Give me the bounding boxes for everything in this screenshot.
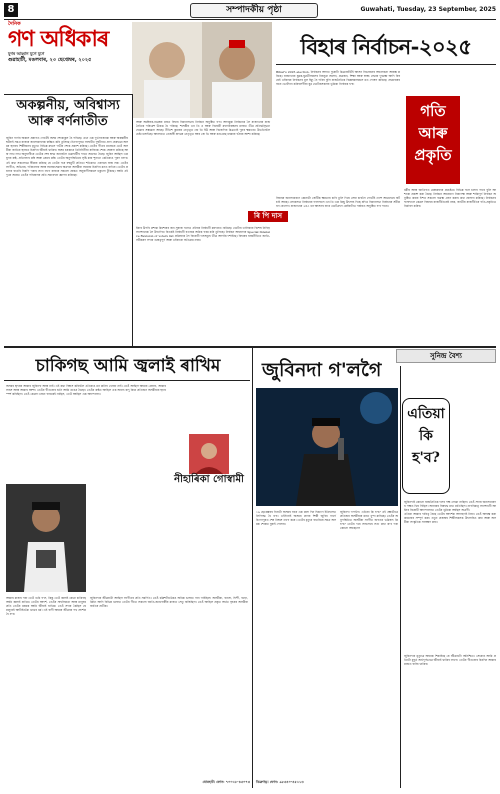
article2-author-block [172,434,246,492]
editorial-headline-line2: আৰু বৰ্ণনাতীত [28,114,108,129]
article3-footer: ডিব্ৰুগড়। ফোন: ৯৮৫৪০-৪৫২১৩ [256,780,304,784]
lead-tag-line1: গতি [420,102,446,120]
article3-body-col3: জুবিনদাই কোনো ৰাজনৈতিক দলৰ পক্ষ লোৱা নাছিল। তেওঁ সদায় জনসাধাৰণৰ পক্ষত থিয় দিছিল। অন্যায়ৰ বিৰুদ্ধে মাত মাতিছিল। নাগৰিকত্ব সংশোধনী আইনৰ বিৰোধী আন্দোলনত তেওঁৰ ভূমিকা আছিল অগ্ৰণী। [404,500,496,513]
logo-tag: দৈনিক [8,21,21,27]
lead-body-col1: আৰু অক্টোবৰ-নৱেম্বৰ মাহত বিহাৰ বিধানসভাৰ নিৰ্বাচন অনুষ্ঠিত হ'ব। আগন্তুক নিৰ্বাচনক লৈ ৰাজ্যখনৰ ৰাজনৈতিক পৰিৱেশ উত্তপ্ত হৈ পৰিছে। শাসকীয় এন ডি এ আৰু বিৰোধী মহাগঠবন্ধনৰ মাজত তীব্ৰ প্ৰতিদ্বন্দ্বিতা হোৱাৰ সম্ভাৱনা আছে। নীতিশ কুমাৰৰ নেতৃত্বত জে ডি ইউ আৰু বিজেপিৰ মিত্ৰতাই পুনৰ ক্ষমতাত উভতিবলৈ চেষ্টা চলাইছে। আনহাতে তেজস্বী যাদৱৰ নেতৃত্বত আৰ জে ডি আৰু কংগ্ৰেছে চৰকাৰ গঠনৰ আশা কৰিছে। [136,120,270,137]
dateline: Guwahati, Tuesday, 23 September, 2025 [360,6,496,13]
article3-q-word3: হ'ব? [412,450,440,466]
singer-photo [6,484,86,592]
article2-body-col2: জুবিনদাৰ জীৱনটো আছিল সংগীতৰ প্ৰতি সমৰ্পিত। তেওঁ চল্লিশটাতকৈও অধিক ভাষাত গান গাইছিল। অসমীয়া, বাংলা, হিন্দী, বড়ো, মিচিং আদি বিভিন্ন ভাষাত তেওঁৰ গীতে সকলো জাতি-জনগোষ্ঠীৰ মাজত সেতু বান্ধিছিল। তেওঁ আছিল প্ৰকৃত অৰ্থত বৃহত্তৰ অসমীয়া জাতিৰ প্ৰতীক। [90,596,248,609]
article2-headline: চাকিগছ আমি জ্বলাই ৰাখিম [35,356,221,376]
article3-q-word1: এতিয়া [407,406,445,422]
lead-body-col5: ধৰ্মীয় আৰু জাতিগত মেৰুকৰণৰ প্ৰচেষ্টাও বিভিন্ন দলে চলাব পাৰে বুলি আশংকা প্ৰকাশ কৰা হৈছে। নিৰ্বাচন আয়োগে নিৰপেক্ষ আৰু শান্তিপূৰ্ণ নিৰ্বাচন অনুষ্ঠিত কৰাৰ দিশত সকলো ব্যৱস্থা গ্ৰহণ কৰাৰ কথা ঘোষণা কৰিছে। নিৰ্বাচনৰ ফলাফলে কেৱল বিহাৰৰ ৰাজনীতিয়েই নহয়, জাতীয় ৰাজনীতিৰ গতি-প্ৰকৃতিও নিৰ্ধাৰণ কৰিব। [404,188,496,209]
concert-photo [256,388,398,506]
lead-byline: ৰি পি দাস [248,211,288,222]
article3-q-word2: কি [419,428,433,444]
article3-body-col4: এতিয়া আমাৰ দায়িত্ব হৈছে তেওঁৰ আদৰ্শক আগবঢ়াই নিয়া। তেওঁ আৰম্ভ কৰা কামবোৰ সম্পূৰ্ণ কৰা। নতুন প্ৰজন্মৰ শিল্পীসকলক উৎসাহিত কৰা আৰু অসমীয়া সংস্কৃতিক সংৰক্ষণ কৰা। [404,512,496,525]
logo-name: গণ অধিকাৰ [8,26,109,52]
lead-tag-line3: প্ৰকৃতি [414,146,452,164]
lead-headline: বিহাৰ নিৰ্বাচন-২০২৫ [300,34,472,59]
page-number: 8 [4,3,18,17]
article2-footer: যোৰহাট। ফোন: ৭০০২৮-৪৫০৭৩ [202,780,250,784]
article2-author-name: নীহাৰিকা গোস্বামী [174,474,244,485]
lead-body-col2: ইয়াৰ উপৰি প্ৰশান্ত কিশোৰৰ জন সুৰাজ দলেও এইবাৰ নিৰ্বাচনী ময়দানত নামিছে। ভোটাৰ তালিকাৰ বিশেষ নিবিড় সংশোধনক লৈ উত্থাপিত বিতৰ্কই নিৰ্বাচনী বতাহক অধিক গৰম কৰি তুলিছে। নিৰ্বাচন আয়োগৰ Special Intensive Revision of voters list প্ৰক্ৰিয়াক লৈ বিৰোধী দলসমূহে তীব্ৰ আপত্তি দৰ্শাইছে। বিহাৰৰ ৰাজনীতিত জাতি-সমীকৰণ সদায় গুৰুত্বপূৰ্ণ আৰু এইবাৰো ব্যতিক্ৰম নহয়। [136,226,270,243]
article3-body-col1: ১৯ ছেপ্তেম্বৰৰ দিনটো অসমৰ বাবে এক কলা দিন হিচাপে ইতিহাসত লিপিবদ্ধ হৈ ৰ'ব। এইদিনাই অসমৰ প্ৰাণৰ শিল্পী জুবিন গাৰ্গে চিংগাপুৰত শেষ নিশ্বাস ত্যাগ কৰে। তেওঁৰ মৃত্যুৰ বাতৰিয়ে সমগ্ৰ অসমক শোকত বুৰাই পেলায়। [256,510,336,527]
article3-body-col5: জুবিনদাৰ মৃত্যুৱে আমাক শিকাইছে যে জীৱনটো অনিশ্চিত। সেয়েহে আমি প্ৰতিটো মুহূৰ্ত অৰ্থপূৰ্ণভাৱে জীয়াই থাকিব লাগে। তেওঁৰ গীতবোৰ চিৰদিন আমাৰ মাজত বাজি থাকিব। [404,654,496,667]
article3-author: সুনিন্দ্ৰ বৈশ্য [396,349,496,363]
article3-headline: জুবিনদা গ'লগৈ [262,359,382,381]
editorial-body: জুবিন গাৰ্গৰ অকাল প্ৰয়াণত গোটেই অসম শোকাকুল হৈ পৰিছে। এনে এক দুৰ্ভাগ্যজনক আৰু অকল্পনীয় ঘটনাই সমগ্ৰ ৰাজ্যৰ জনসাধাৰণক স্তম্ভিত কৰি তুলিছে। চিংগাপুৰত সংঘটিত দুৰ্ঘটনাত প্ৰাণ হেৰুওৱা অসমৰ হৃদয়ৰ শিল্পীজনৰ মৃত্যুত বিভিন্ন মহলে গভীৰ শোক প্ৰকাশ কৰিছে। তেওঁৰ গীতৰ মাজেৰে তেওঁ অসমীয়া জাতিৰ হৃদয়ত চিৰদিন জীয়াই থাকিব। অসম চৰকাৰে তিনিদিনীয়া ৰাজ্যিক শোক ঘোষণা কৰিছে আৰু লাখ লাখ অনুৰাগীয়ে তেওঁক শেষ শ্ৰদ্ধা জনাবলৈ গুৱাহাটীৰ পথত সমবেত হৈছে। জুবিন আছিল এক যুগৰ কণ্ঠ, প্ৰতিবাদৰ কণ্ঠ আৰু প্ৰেমৰ কণ্ঠ। তেওঁৰ অনুপস্থিতিয়ে সৃষ্টি কৰা শূন্যতা কেতিয়াও পূৰণ নহ'ব। এই কথা সকলোৱে স্বীকাৰ কৰিছে যে তেওঁৰ দৰে বহুমুখী প্ৰতিভা শতিকাত এবাৰহে জন্ম লয়। তেওঁৰ সংগীত, অভিনয়, পৰিচালনা আৰু সমাজসেৱাৰ অৱদান অসমীয়া সমাজে চিৰদিন মনত ৰাখিব। তেওঁৰ প্ৰয়াণৰ বাতৰি বিয়পি পৰাৰ লগে লগে ৰাজ্যৰ সকলো প্ৰান্তত অনুৰাগীসকলে চকুলো টুকিছে। আমি এই দুখৰ সময়ত তেওঁৰ পৰিয়ালৰ প্ৰতি সমবেদনা জ্ঞাপন কৰিছো। [6,136,128,177]
lead-tag-line2: আৰু [418,124,448,142]
lead-body-col3: Bihar's 2025 election. নিৰ্বাচনৰ আগত দুয়োটা মিত্ৰজোঁটেই আসন বিভাজনৰ আলোচনা আৰম্ভ কৰিছে। ৰাজ্যখনৰ যুৱক-যুৱতীসকলৰ নিবনুৱা সমস্যা, প্ৰব্ৰজন, শিক্ষা আৰু স্বাস্থ্য সেৱাৰ দুৰৱস্থা আদি বিষয়েই এইবাৰৰ নিৰ্বাচনৰ মূল ইছ্যু হৈ পৰিব বুলি ৰাজনৈতিক বিশ্লেষকসকলে মত পোষণ কৰিছে। প্ৰথমবাৰৰ বাবে ভোটদান কৰিবলগীয়া যুৱ ভোটাৰসকলৰ ভূমিকা নিৰ্ণায়ক হ'ব। [276,70,400,87]
politicians-photo [132,22,272,118]
article3-body-col2: জুবিনদা গ'লগৈ। এতিয়া কি হ'ব? এই প্ৰশ্নটোৱে প্ৰতিজন অসমীয়াৰ মনত খুন্দা মাৰিছে। তেওঁৰ অনুপস্থিতিত অসমীয়া সংগীত জগতৰ ভৱিষ্যৎ কি হ'ব? তেওঁৰ দৰে সাহসেৰে সত্য কথা ক'ব পৰা কোনো আছেনে? [340,510,398,531]
logo-slogan: যুগৰ আহ্বান যুগে যুগে [8,51,45,56]
editorial-headline-line1: অকল্পনীয়, অবিশ্বাস্য [16,98,120,113]
masthead-logo [8,21,128,67]
article2-author-photo [189,434,229,474]
article2-body-col1: অসমৰ হৃদয়ৰ আমাৰ জুবিনদা আৰু নাই। এই কথা বিশ্বাস কৰিবলৈ এতিয়াও মন মানিব খোজা নাই। তেওঁ আছিল আমাৰ প্ৰেৰণা, আমাৰ সাহস আৰু আমাৰ আশা। তেওঁৰ গীতবোৰ শুনি আমি ডাঙৰ হৈছো। তেওঁৰ কণ্ঠত আছিল এক অনন্য যাদু যিয়ে প্ৰতিজন অসমীয়াৰ হৃদয় স্পৰ্শ কৰিছিল। তেওঁ কেৱল এজন গায়কেই নাছিল, তেওঁ আছিল এক আন্দোলন। [6,384,166,397]
section-title: সম্পাদকীয় পৃষ্ঠা [190,3,318,18]
editorial-headline [4,98,132,130]
article2-body-col3: আমাৰ মাজৰ পৰা তেওঁ গুচি গ'ল, কিন্তু তেওঁ জ্বলাই যোৱা চাকিগছ আমি জ্বলাই ৰাখিম। তেওঁৰ আদৰ্শ, তেওঁৰ সাহসিকতা আৰু মানুহৰ প্ৰতি তেওঁৰ মৰমক আমি জীয়াই ৰাখিম। তেওঁ সদায় কৈছিল যে মানুহেই আটাইতকৈ ডাঙৰ ধৰ্ম। এই বাণী আমাৰ জীৱনৰ পথ প্ৰদৰ্শক হৈ ৰ'ব। [6,596,86,617]
lead-body-col4: বিহাৰৰ জনসাধাৰণে কোনটো জোঁটক ক্ষমতাৰ চাবি তুলি দিয়ে সেয়া চাবলৈ গোটেই দেশে আগ্ৰহেৰে বাট চাই আছে। লোকসভা নিৰ্বাচনৰ ফলাফলে এন ডি এক কিছু উৎসাহ দিছে যদিও বিধানসভা নিৰ্বাচনৰ সমীকৰণ বেলেগ। ৰাজ্যখনৰ ২৪৩ খন আসনৰ বাবে ভোটগ্ৰহণ কেইবাটাও পৰ্যায়ত অনুষ্ঠিত হ'ব পাৰে। [276,196,400,209]
logo-date: গুৱাহাটী, মঙলবাৰ, ২৩ ছেপ্তেম্বৰ, ২০২৫ [8,57,92,63]
